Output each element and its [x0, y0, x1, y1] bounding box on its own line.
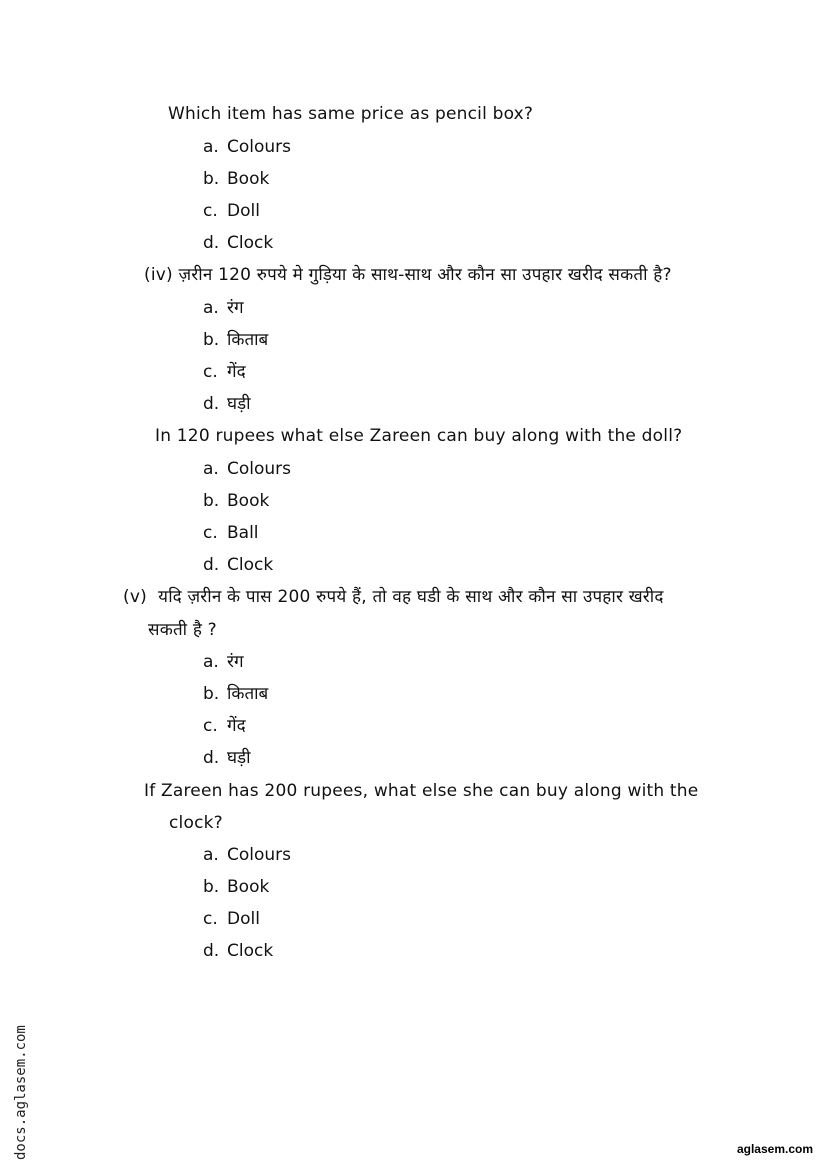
option-q4-hi-b: b. किताब: [203, 330, 269, 350]
option-q4-hi-d: d. घड़ी: [203, 394, 251, 414]
option-q4-en-b: b. Book: [203, 491, 270, 511]
question-q5-english-line1: If Zareen has 200 rupees, what else she can buy along with the: [144, 781, 699, 801]
question-q5-english-line2: clock?: [169, 813, 223, 833]
option-q5-hi-b: b. किताब: [203, 684, 269, 704]
option-q5-en-c: c. Doll: [203, 909, 260, 929]
option-q4-hi-c: c. गेंद: [203, 362, 246, 382]
option-q5-en-b: b. Book: [203, 877, 270, 897]
question-q5-hindi-line1: (v) यदि ज़रीन के पास 200 रुपये हैं, तो वह घडी के साथ और कौन सा उपहार खरीद: [123, 587, 664, 607]
question-q4-english: In 120 rupees what else Zareen can buy along with the doll?: [155, 426, 683, 446]
option-q5-en-a: a. Colours: [203, 845, 292, 865]
question-number: (v): [123, 587, 147, 607]
option-q3-a: a. Colours: [203, 137, 292, 157]
option-q5-en-d: d. Clock: [203, 941, 274, 961]
side-watermark: docs.aglasem.com: [13, 1025, 29, 1160]
option-q5-hi-d: d. घड़ी: [203, 748, 251, 768]
option-q3-d: d. Clock: [203, 233, 274, 253]
option-q5-hi-a: a. रंग: [203, 652, 244, 672]
option-q4-en-d: d. Clock: [203, 555, 274, 575]
option-q4-en-c: c. Ball: [203, 523, 259, 543]
option-q5-hi-c: c. गेंद: [203, 716, 246, 736]
question-q3-english: Which item has same price as pencil box?: [168, 104, 534, 124]
option-q3-b: b. Book: [203, 169, 270, 189]
footer-watermark: aglasem.com: [736, 1142, 813, 1156]
option-q3-c: c. Doll: [203, 201, 260, 221]
option-q4-hi-a: a. रंग: [203, 298, 244, 318]
question-number: (iv): [144, 265, 173, 285]
option-q4-en-a: a. Colours: [203, 459, 292, 479]
question-q5-hindi-line2: सकती है ?: [148, 620, 217, 640]
question-q4-hindi: (iv) ज़रीन 120 रुपये मे गुड़िया के साथ-साथ और कौन सा उपहार खरीद सकती है?: [144, 265, 672, 285]
